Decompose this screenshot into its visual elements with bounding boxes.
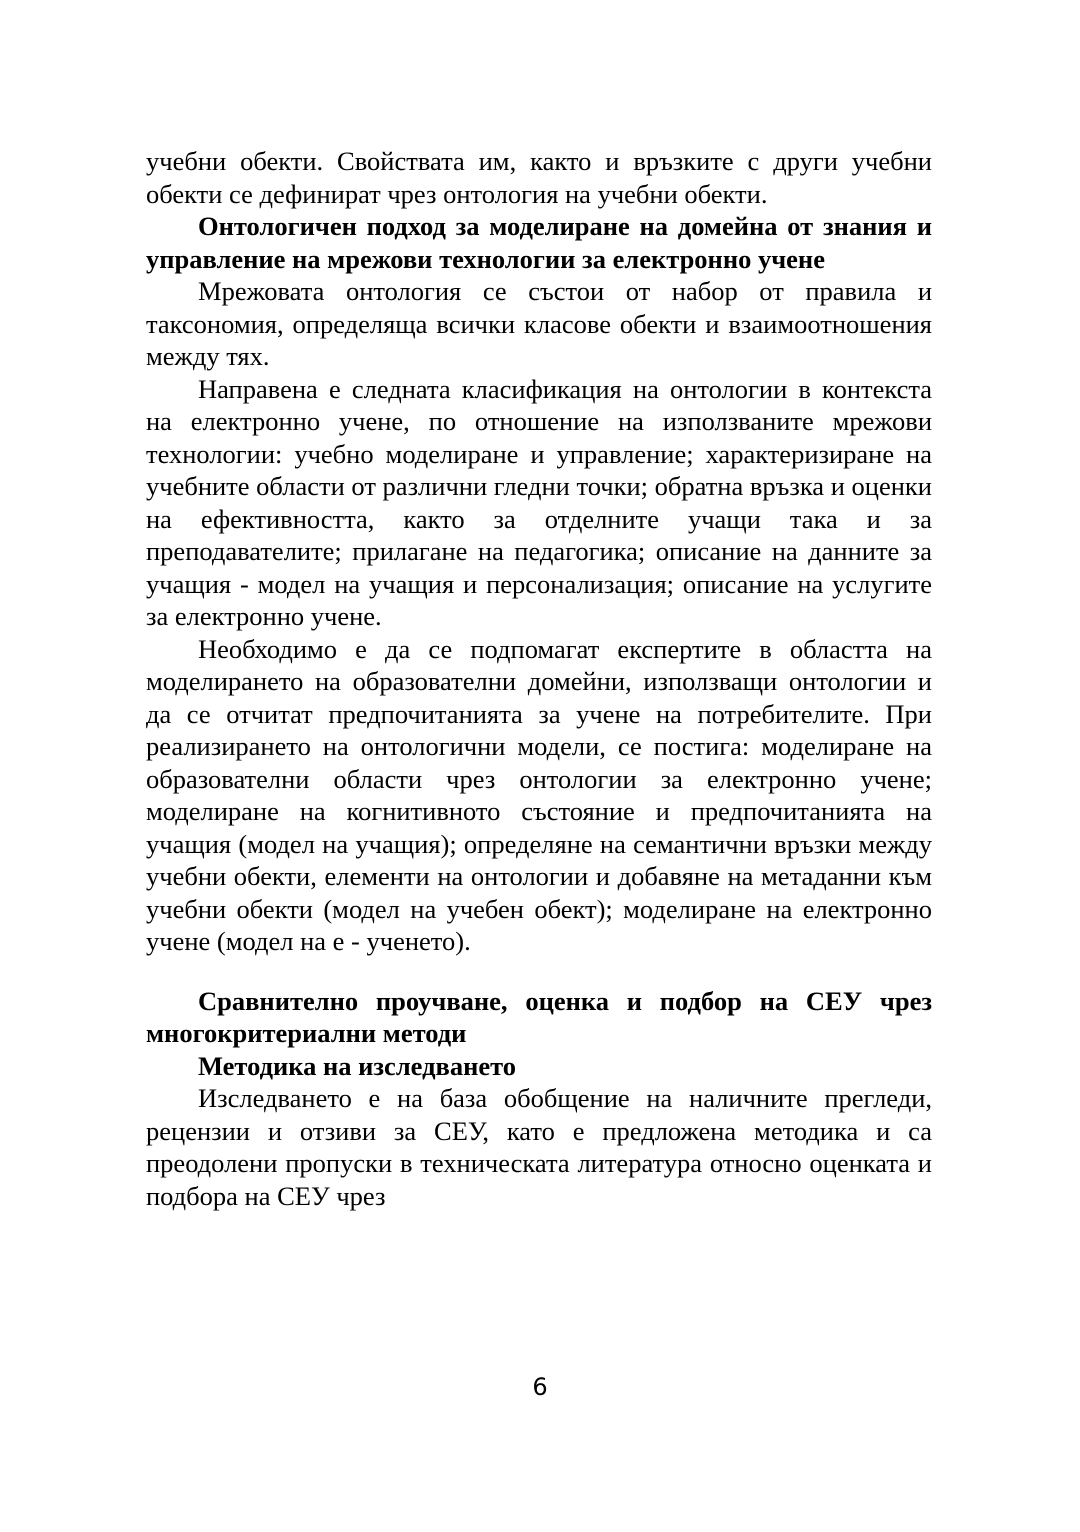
paragraph-research-basis: Изследването е на база обобщение на наличните прегледи, рецензии и отзиви за СЕУ, като е предложена методика и са преодолени пропуски в техническата литература относно оценката и подбора на СЕУ чрез — [146, 1083, 932, 1211]
paragraph-network-ontology: Мрежовата онтология се състои от набор от правила и таксономия, определяща всички класове обекти и взаимоотношения между тях. — [146, 276, 932, 371]
paragraph-learning-objects: учебни обекти. Свойствата им, както и връзките с други учебни обекти се дефинират чрез онтология на учебни обекти. — [146, 146, 932, 209]
heading-comparative-study: Сравнително проучване, оценка и подбор на СЕУ чрез многокритериални методи — [146, 985, 932, 1048]
heading-research-methodology: Методика на изследването — [198, 1050, 517, 1081]
page-body — [146, 145, 932, 1212]
paragraph-experts-support: Необходимо е да се подпомагат експертите в областта на моделирането на образователни домейни, използващи онтологии и да се отчитат предпочитанията за учене на потребителите. При реализирането на онтологични модели, се постига: моделиране на образователни области чрез онтологии за електронно учене; моделиране на когнитивното състояние и предпочитанията на учащия (модел на учащия); определяне на семантични връзки между учебни обекти, елементи на онтологии и добавяне на метаданни към учебни обекти (модел на учебен обект); моделиране на електронно учене (модел на е - ученето). — [146, 633, 932, 956]
page-number: 6 — [532, 1373, 548, 1401]
section-spacer — [146, 958, 932, 985]
paragraph-classification: Направена е следната класификация на онтологии в контекста на електронно учене, по отношение на използваните мрежови технологии: учебно моделиране и управление; характеризиране на учебните области от различни гледни точки; обратна връзка и оценки на ефективността, както за отделните учащи така и за преподавателите; прилагане на педагогика; описание на данните за учащия - модел на учащия и персонализация; описание на услугите за електронно учене. — [146, 373, 932, 631]
heading-ontological-approach: Онтологичен подход за моделиране на домейна от знания и управление на мрежови технологии за електронно учене — [146, 211, 932, 274]
